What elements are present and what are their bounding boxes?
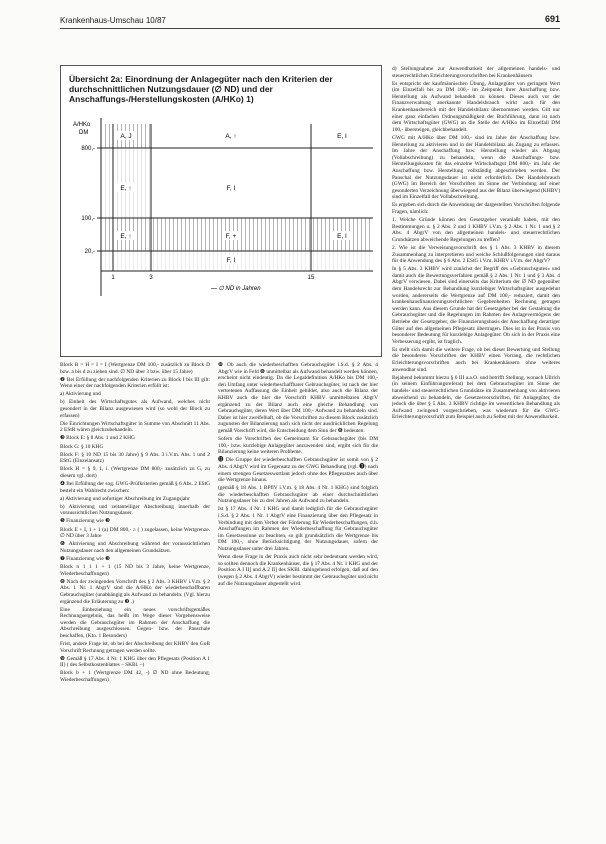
region-label: E, I [337,133,347,140]
paragraph: ❺ Finanzierung wie ❸ [60,518,110,525]
y-tick-label: 800,- [81,146,95,152]
paragraph: Sofern die Vorschriften des Gemeinsam für Gebrauchsgüter (bis DM 100,- bzw. kurzlebige Anlagegüter anzuwenden sind, ergibt sich für die Bilanzierung keine weiteren Probleme. [218,436,378,456]
page-number: 691 [544,14,560,24]
paragraph: Frist, andere Frage ist, ob bei der Abschreibung der KHBV den GoB Vorschrift Rechnung getragen werden sollte. [60,641,210,654]
figure-title: Übersicht 2a: Einordnung der Anlagegüter nach den Kriterien der durchschnittlichen Nutzungsdauer (∅ ND) und der Anschaffungs-/Herstellungskosten (A/HKo) 1) [69,74,333,104]
figure-overview-2a [60,65,382,357]
x-tick-label: 3 [149,275,153,281]
paragraph: Block b + 1 (Wertgrenze DM 42, -) ∅ ND ohne Bedeutung, Wiederbeschaffungen) [60,670,210,684]
paragraph: Es entspricht der kaufmännischen Übung, Anlagegüter von geringem Wert (im Einzelfall bis zu DM 100,- im Zeitpunkt ihrer Anschaffung bzw. Herstellung als Aufwand behandelt zu können. Dieses auch vor der Finanzverwaltung anerkannte Handelsbrauch wirkt auch für den Krankenhausbereich mit der Handelsbilanz übernommen werden. Gilt nur einer ganz einfachen Ordnungsmäßigkeit der Buchführung, dann ist nach dem Wirtschaftsgüter (GWG) an die Stelle der A/HKo im Einzelfall DM 100,- übersteigen, gleichbehandelt. [392,80,560,133]
paragraph: In § 5 Abs. 3 KHBV wird zunächst der Begriff des »Gebrauchsgutes« und damit auch die Bewertungsverfahren gemäß § 2 Abs. 1 Nr. 1 und § 3 Abs. 4 AbgrV verwiesen. Dabei sind einerseits das Kriterium der ∅ ND gegenüber dem Handelsrecht zur Behandlung kurzlebiger Wirtschaftsgüter ausgedehnt worden, andererseits die Wertgrenze auf DM 100,- reduziert, damit den krankenhausfinanzierungsrechtlichen Gegebenheiten Rechnung getragen werden kann. Aus diesem Grunde hat der Gesetzgeber bei der Gestaltung die Gebrauchsgüter und die Regelungen im Rahmen des Anlagevermögens der Betriebe der Gesetzgeber, die Finanzierungsbasis der Anschaffung derartiger Güter auf den allgemeinen Pflegesatz übertragen. Dies ist in der Praxis von besonderer Bedeutung für kurzlebige Anlagegüter. Ob sich in der Praxis eine Verbesserung ergibt, ist fraglich. [392,266,560,345]
running-header: Krankenhaus-Umschau 10/87 [60,16,166,25]
region-label: A, ↑ [225,133,237,140]
paragraph: b) Aktivierung und zeitanteiliger Abschreibung innerhalb der voraussichtlichen Nutzungsdauer. [60,503,210,517]
paragraph: a) Aktivierung und sofortiger Abschreibung im Zugangsjahr [60,495,190,502]
paragraph: Ist § 17 Abs. 4 Nr. 1 KHG und damit lediglich für die Gebrauchsgüter i.S.d. § 2 Abs. 1 Nr. 1 AbgrV eine Finanzierung über den Pflegesatz in Verbindung mit dem Verbot der Förderung für Wiederbeschaffungen, d.h. Anschaffungen im Rahmen der Wiederbeschaffung für Gebrauchsgüter im Gesetzessinne zu beachten, so gilt grundsätzlich die Wertgrenze bis DM 100,-, ohne Berücksichtigung der Nutzungsdauer, sofern der Nutzungsdauer unter drei Jahren. [218,506,378,553]
y-axis-unit: DM [79,130,89,136]
paragraph: Block n 1 1 1 + 1 (15 ND bis 3 Jahre, keine Wertgrenze, Wiederbeschaffungen) [60,564,210,577]
region-label: A, J [120,133,132,140]
paragraph: a) Aktivierung und [60,391,101,398]
paragraph: GWG mit A/HKo über DM 100,- sind im Jahre der Anschaffung bzw. Herstellung zu aktivieren und in der Handelsbilanz als Zugang zu erfassen. Im Jahre der Anschaffung bzw. Herstellung wieder als Abgang (Vollabschreibung) zu behandeln, wenn die Anschaffungs- bzw. Herstellungskosten für das einzelne Wirtschaftsgut DM 800,- im Jahr der Anschaffung bzw. Herstellung vollständig abgeschrieben werden. Der Pauschal der Nutzungsdauer ist nicht erforderlich. Der Handelsbrauch (GWG) im Bereich der Vorschriften im Sinne der Verbindung auf einer gesonderten Verzeichnung überwiegend aus der Bilanz überwiegend (KHBV) sind im Einzelfall der Vollabschreibung. [392,134,560,201]
paragraph: 2. Wie ist die Verweisungsvorschrift des § 1 Abs. 3 KHBV in diesem Zusammenhang zu interpretieren und welche Schlußfolgerungen sind daraus für die Anwendung des § 6 Abs. 2 EStG i.V.m. KHBV i.V.m. der AbgrV? [392,244,560,265]
paragraph: Wenn diese Frage in der Praxis auch nicht sehr bedeutsam werden wird, so sollten dennoch die Krankenhäuser, die § 17 Abs. 4 Nr. 1 KHG und der Position A I II] und A 2 II] des SKBl. dahingehend erfolgen, daß auf den (wegen § 2 Abs. 4 AbgrV) wieder bestimmt der Gebrauchsgüter und nicht auf die Nutzungsdauer abgestellt wird. [218,554,378,587]
region-label: F, I [226,185,236,192]
paragraph: Block E + I, 1 + 1 (a) DM 800,- ≥ ( ) zugelassen, keine Wertgrenze. ∅ ND über 3 Jahre [60,526,210,540]
paragraph: Es ergeben sich durch die Anwendung der dargestellten Vorschriften folgende Fragen, nämlich: [392,202,560,215]
paragraph: d) Stellungnahme zur Anwendbarkeit der allgemeinen handels- und steuerrechtlichen Erleichterungsvorschriften bei Krankenhäusern [392,66,560,79]
region-label: E, ↑ [120,233,132,240]
x-axis-label: — ∅ ND in Jahren [211,286,261,292]
text-column-left [60,362,210,830]
paragraph: ❷ Bei Erfüllung der nachfolgenden Kriterien zu Block I bis III gilt: Wenn einer der nachfolgenden Kriterien erfüllt ist: [60,376,210,390]
paragraph: Block H = § 9, 1, i. (Wertgrenze DM 800,- zusätzlich zu G, zu diesem vgl. dort) [60,466,210,479]
paragraph: b) Einheit des Wirtschaftsgutes als Aufwand, welches nicht gesondert in der Bilanz ausgewiesen wird (so wohl der Block zu erfassen) [60,399,210,419]
x-tick-label: 15 [307,275,315,281]
paragraph: ❸ Block E: § 8 Abs. 1 und 2 KHG [60,435,135,442]
region-label: E, I [337,233,347,240]
paragraph: Es stellt sich damit die weitere Frage, ob bei dieser Bewertung und Stellung die besonderen Vorschriften der KHBV einen Vorrang, die rechtlichen Erleichterungsvorschriften auch bei Krankenhäusern ohne weiteres anwendbar sind. [392,346,560,373]
paragraph: ❽ Nach der zwingenden Vorschrift des § 2 Abs. 3 KHBV i.V.m. § 2 Abs. 1 Nr. 1 AbgrV sind die A/HKo der wiederbeschaffbaren Gebrauchsgüter (unabhängig als Aufwand zu behandeln. (Vgl. hierzu ergänzend die Erläuterung zu ❸ .) [60,578,210,605]
paragraph: ⓫ Die Gruppe der wiederbeschafften Gebrauchsgüter ist somit von § 2 Abs. 4 AbgrV wird im Gegensatz zu der GWG Behandlung (vgl. ❸) nach einem strengen Gesetzeswortlaut jedoch ohne des Pflegesatzes auch über die Wertgrenze hinaus. [218,457,378,484]
paragraph: (gemäß § 18 Abs. 1 BPflV i.V.m. § 18 Abs. 4 Nr. 1 KHG) sind folglich die wiederbeschafften Gebrauchsgüter ab einer durchschnittlichen Nutzungsdauer bis zu drei Jahren als Aufwand zu behandeln. [218,485,378,505]
paragraph: 1. Welche Gründe können den Gesetzgeber veranlaßt haben, mit den Bestimmungen u. § 2 Abs. 2 und 1 KHBV i.V.m. § 2 Abs. 1 Nr. 1 und § 2 Abs. 4 AbgrV von den allgemeinen handels- und steuerrechtlichen Grundsätzen abweichende Regelungen zu treffen? [392,217,560,243]
y-tick-label: 100,- [81,216,95,222]
text-column-right [392,66,560,830]
paragraph: ❿ Ob auch die wiederbeschafften Gebrauchsgüter i.S.d. § 2 Abs. 4 AbgrV wie in Feld ❽ unmittelbar als Aufwand behandelt werden können, erscheint nicht eindeutig. Da die Legaldefinition A/HKo bis DM 100,- den Umfang unter wiederbeschaffbarer Gebrauchsgüter, ist nach der hier vertretenen Auffassung die Einheit gebildet, also auch die Bilanz der KHBV auch die hier die Vorschrift KHBV unmittelbaren AbgrV ergänzend zu der Bilanz auch eine gleiche Behandlung von Gebrauchsgüter, deren Wert über DM 100,- Aufwand zu behandeln sind. Daher ist hier zweifelhaft, ob die Vorschriften zu diesem Block zusätzlich zugunsten der Bilanzierung nach sich nicht der ausdrücklichen Regelung gemäß Vorschrift wird, die Entscheidung dem Sinn der ❽ bedeuten. [218,362,378,434]
paragraph: ❻ Aktivierung und Abschreibung während der voraussichtlichen Nutzungsdauer nach den allgemeinen Grundsätzen. [60,541,210,554]
paragraph: ❾ Gemäß § 17 Abs. 4 Nr. 1 KHG über den Pflegesatz (Position A 1 II) ( des Selbstkostenblattes – SKBl. –) [60,655,210,669]
text-column-middle [218,362,378,830]
paragraph: Eine Einbeziehung ein neues vorschriftsgemäßes Rechnungsergebnis, das heißt im Wege dieser Vorgehensweise werden die Gebrauchsgüter im Rahmen der Anschaffung die Abschreibung ausgeschlossen. Gegen- bzw. der Pauschale beschaffen, (Kto. 1 Besonders) [60,606,210,639]
y-axis-label: A/HKo [73,122,91,128]
paragraph: Die Einrichtungen Wirtschaftsgüter in Summe von Abschnitt 11 Abs. 2 EStR wären gleichzubehandeln. [60,420,210,434]
paragraph: ❹ Bei Erfüllung der sog. GWG-Prüfkriterien gemäß § 6 Abs. 2 EStG besteht ein Wahlrecht zwischen: [60,481,210,494]
paragraph: Block G: § 10 KHG [60,443,104,450]
x-tick-label: 1 [111,275,115,281]
paragraph: Block B = H = I = I (Wertgrenze DM 100,- zusätzlich zu Block D bzw. a bis d zu ziehen sind. ∅ ND über 3 bzw. über 15 Jahre) [60,362,210,375]
region-label: E, ↑ [120,185,132,192]
paragraph: ❼ Finanzierung wie ❸ [60,555,110,562]
y-tick-label: 20,- [84,249,95,255]
classification-chart [61,66,381,356]
region-label: F, I [226,257,236,264]
header-rule [60,28,560,29]
region-label: F, + [225,233,237,240]
paragraph: Block F: § 10 ND 15 bis 30 Jahre) § 9 Abs. 3 i.V.m. Abs. 1 und 2 EStG (Einzelansatz) [60,451,210,465]
paragraph: Bejahend bekommt hierzu § 6 III a.a.O. und betrifft Stellung, wonach Ullrich (in seinem Einführungsreferat) bei dem Gebrauchsgüter im Sinne der handels- und steuerrechtlichen Grundsätze im Zusammenhang von aktivieren abweichend zu behandeln, die Gesetzesvorschriften, für Anlagegüter, die jedoch die über § 5 Abs. 3 KHBV richtige im wesentlichen Behandlung als Aufwand zwingend vorgeschrieben, was wiederum für die GWG-Erleichterungsvorschrift zum Beispiel auch zu Selbst mit der Anwendbarkeit. [392,374,560,421]
